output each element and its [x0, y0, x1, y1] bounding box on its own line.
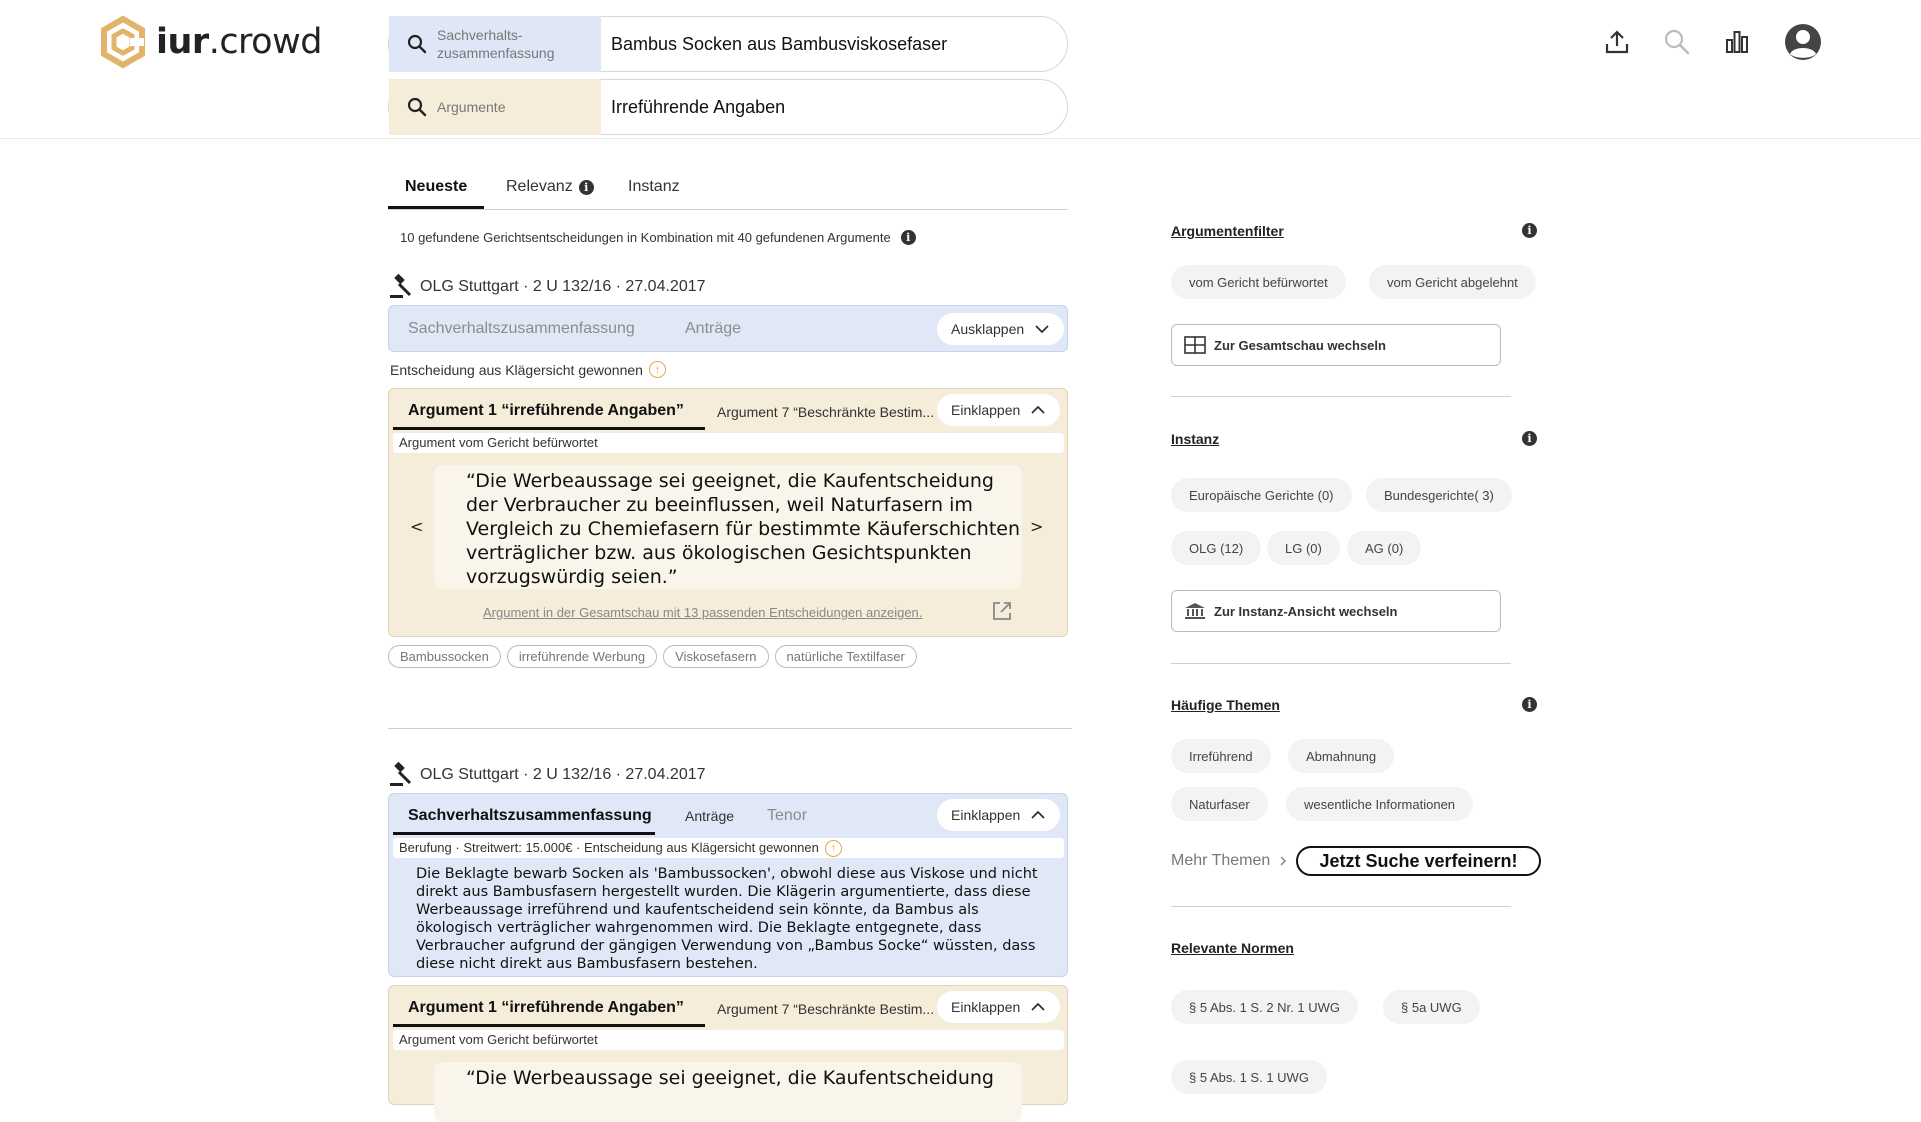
argument-quote: “Die Werbeaussage sei geeignet, die Kaufentscheidung — [434, 1062, 1022, 1122]
case-outcome-text: Entscheidung aus Klägersicht gewonnen — [390, 361, 643, 378]
sachverhalt-search[interactable] — [388, 16, 1068, 72]
collapse-label: Einklappen — [951, 807, 1021, 823]
tab-relevanz-label: Relevanz — [506, 178, 573, 195]
argument-card — [388, 985, 1068, 1105]
sachverhalt-search-pill[interactable] — [389, 16, 601, 72]
instanz-ansicht-button[interactable] — [1171, 590, 1501, 632]
tab-neueste[interactable]: Neueste — [405, 178, 468, 195]
search-icon — [407, 97, 427, 117]
chevron-down-icon — [1034, 324, 1050, 334]
thema-chip[interactable]: wesentliche Informationen — [1286, 787, 1473, 821]
previous-argument-button[interactable]: < — [410, 517, 424, 536]
instanz-chip[interactable]: OLG (12) — [1171, 531, 1261, 565]
user-avatar-icon[interactable] — [1783, 22, 1823, 62]
instanz-ansicht-button-label: Zur Instanz-Ansicht wechseln — [1214, 603, 1398, 619]
argument-tabs — [389, 986, 1069, 1028]
tab-argument-1[interactable]: Argument 1 “irreführende Angaben” — [408, 999, 684, 1016]
thumbs-up-info-icon[interactable]: ↑ — [825, 840, 842, 857]
thema-chip[interactable]: Irreführend — [1171, 739, 1271, 773]
tab-relevanz[interactable] — [506, 178, 594, 196]
case-divider — [388, 728, 1072, 729]
argument-tab-underline — [393, 1024, 705, 1027]
tag-chip[interactable]: irreführende Werbung — [507, 645, 657, 668]
thema-chip[interactable]: Naturfaser — [1171, 787, 1268, 821]
upload-icon[interactable] — [1601, 26, 1633, 58]
bar-chart-icon[interactable] — [1721, 26, 1753, 58]
argument-card — [388, 388, 1068, 637]
info-icon[interactable]: i — [901, 230, 916, 245]
search-icon — [407, 34, 427, 54]
collapse-label: Einklappen — [951, 402, 1021, 418]
norm-chip[interactable]: § 5 Abs. 1 S. 1 UWG — [1171, 1060, 1327, 1094]
chevron-up-icon — [1030, 405, 1046, 415]
sachverhalt-search-label: Sachverhalts- zusammenfassung — [437, 27, 555, 61]
sachverhalt-search-input[interactable]: Bambus Socken aus Bambusviskosefaser — [611, 33, 948, 54]
case-details-collapsed — [388, 305, 1068, 352]
instanz-chip[interactable]: AG (0) — [1347, 531, 1421, 565]
sachverhalt-tab-underline — [393, 832, 655, 835]
info-icon[interactable]: i — [579, 180, 594, 195]
filter-chip-abgelehnt[interactable]: vom Gericht abgelehnt — [1369, 265, 1536, 299]
next-argument-button[interactable]: > — [1030, 517, 1044, 536]
info-icon[interactable]: i — [1522, 223, 1537, 238]
search-icon[interactable] — [1661, 26, 1693, 58]
tab-sachverhaltszusammenfassung[interactable]: Sachverhaltszusammenfassung — [408, 320, 635, 337]
tab-argument-7[interactable]: Argument 7 “Beschränkte Bestim... — [717, 404, 935, 420]
tab-sachverhaltszusammenfassung[interactable]: Sachverhaltszusammenfassung — [408, 807, 652, 824]
filter-chip-befuerwortet[interactable]: vom Gericht befürwortet — [1171, 265, 1346, 299]
case-header[interactable] — [388, 274, 706, 300]
case-meta — [393, 838, 1064, 858]
case-header-text: OLG Stuttgart · 2 U 132/16 · 27.04.2017 — [420, 278, 706, 295]
haeufige-themen-heading[interactable]: Häufige Themen — [1171, 697, 1280, 713]
info-icon[interactable]: i — [1522, 697, 1537, 712]
chevron-up-icon — [1030, 1002, 1046, 1012]
mehr-themen-label: Mehr Themen — [1171, 852, 1271, 869]
case-tags — [388, 645, 917, 668]
tab-tenor[interactable]: Tenor — [767, 807, 808, 824]
gavel-icon — [388, 274, 414, 300]
gesamtschau-button[interactable] — [1171, 324, 1501, 366]
case-details-expanded — [388, 793, 1068, 977]
courthouse-icon — [1184, 602, 1206, 620]
result-count-text: 10 gefundene Gerichtsentscheidungen in Kombination mit 40 gefundenen Argumente — [400, 230, 891, 245]
logo-text: iur.crowd — [156, 22, 322, 62]
case-meta-text: Berufung · Streitwert: 15.000€ · Entscheidung aus Klägersicht gewonnen — [399, 840, 819, 855]
norm-chip[interactable]: § 5a UWG — [1383, 990, 1480, 1024]
tab-antraege[interactable]: Anträge — [685, 320, 742, 337]
thema-chip[interactable]: Abmahnung — [1288, 739, 1394, 773]
collapse-button[interactable] — [937, 991, 1060, 1023]
argumente-search-pill[interactable] — [389, 79, 601, 135]
argumente-search[interactable] — [388, 79, 1068, 135]
grid-icon — [1184, 336, 1206, 354]
tag-chip[interactable]: Viskosefasern — [663, 645, 768, 668]
relevante-normen-heading[interactable]: Relevante Normen — [1171, 940, 1294, 956]
argument-tabs — [389, 389, 1069, 431]
tag-chip[interactable]: natürliche Textilfaser — [775, 645, 917, 668]
instanz-chip[interactable]: Europäische Gerichte (0) — [1171, 478, 1352, 512]
info-icon[interactable]: i — [1522, 431, 1537, 446]
argumente-search-input[interactable]: Irreführende Angaben — [611, 96, 786, 117]
argumente-search-label: Argumente — [437, 99, 506, 115]
case-header-text: OLG Stuttgart · 2 U 132/16 · 27.04.2017 — [420, 766, 706, 783]
argument-status: Argument vom Gericht befürwortet — [393, 433, 1064, 453]
gesamtschau-button-label: Zur Gesamtschau wechseln — [1214, 337, 1386, 353]
instanz-heading[interactable]: Instanz — [1171, 431, 1220, 447]
tab-argument-1[interactable]: Argument 1 “irreführende Angaben” — [408, 402, 684, 419]
sidebar-divider — [1171, 396, 1511, 397]
active-tab-underline — [388, 206, 484, 209]
argument-tab-underline — [393, 427, 705, 430]
chevron-right-icon — [1278, 855, 1288, 867]
logo[interactable] — [100, 16, 322, 68]
result-count — [400, 230, 916, 245]
expand-button[interactable] — [937, 313, 1064, 345]
mehr-themen-link[interactable] — [1171, 852, 1288, 870]
tab-antraege[interactable]: Anträge — [685, 808, 735, 824]
sort-tabs — [388, 170, 1068, 210]
gavel-icon — [388, 762, 414, 788]
sachverhalt-text: Die Beklagte bewarb Socken als 'Bambussocken', obwohl diese aus Viskose und nicht direkt aus Bambusfasern hergestellt wurden. Die Klägerin argumentierte, dass diese Werbeaussage irreführend und kaufentscheidend sein könnte, da Bambus als ökologisch verträglicher wahrgenommen wird. Die Beklagte entgegnete, dass Verbraucher aufgrund der gängigen Verwendung von „Bambus Socke“ wüssten, dass diese nicht direkt aus Bambusfasern bestehen. — [416, 866, 1038, 972]
case-outcome — [390, 361, 666, 378]
top-header — [0, 0, 1921, 139]
argument-quote: “Die Werbeaussage sei geeignet, die Kaufentscheidung der Verbraucher zu beeinflussen, weil Naturfasern im Vergleich zu Chemiefasern für bestimmte Käuferschichten verträglicher bzw. aus ökologischen Gesichtspunkten vorzugswürdig seien.” — [434, 465, 1022, 589]
norm-chip[interactable]: § 5 Abs. 1 S. 2 Nr. 1 UWG — [1171, 990, 1358, 1024]
collapse-label: Einklappen — [951, 999, 1021, 1015]
expand-label: Ausklappen — [951, 321, 1025, 337]
gesamtschau-link[interactable]: Argument in der Gesamtschau mit 13 passenden Entscheidungen anzeigen. — [483, 605, 923, 620]
collapse-button[interactable] — [937, 799, 1060, 831]
argument-status: Argument vom Gericht befürwortet — [393, 1030, 1064, 1050]
case-header[interactable] — [388, 762, 706, 788]
collapse-button[interactable] — [937, 394, 1060, 426]
tab-instanz[interactable]: Instanz — [628, 178, 680, 195]
instanz-chip[interactable]: LG (0) — [1267, 531, 1340, 565]
sidebar-divider — [1171, 663, 1511, 664]
tab-argument-7[interactable]: Argument 7 “Beschränkte Bestim... — [717, 1001, 935, 1017]
chevron-up-icon — [1030, 810, 1046, 820]
logo-icon — [100, 16, 146, 68]
instanz-chip[interactable]: Bundesgerichte( 3) — [1366, 478, 1512, 512]
thumbs-up-info-icon[interactable]: ↑ — [649, 361, 666, 378]
external-link-icon[interactable] — [991, 600, 1013, 622]
argumentenfilter-heading[interactable]: Argumentenfilter — [1171, 223, 1284, 239]
tag-chip[interactable]: Bambussocken — [388, 645, 501, 668]
refine-search-button[interactable]: Jetzt Suche verfeinern! — [1296, 846, 1541, 876]
sidebar-divider — [1171, 906, 1511, 907]
